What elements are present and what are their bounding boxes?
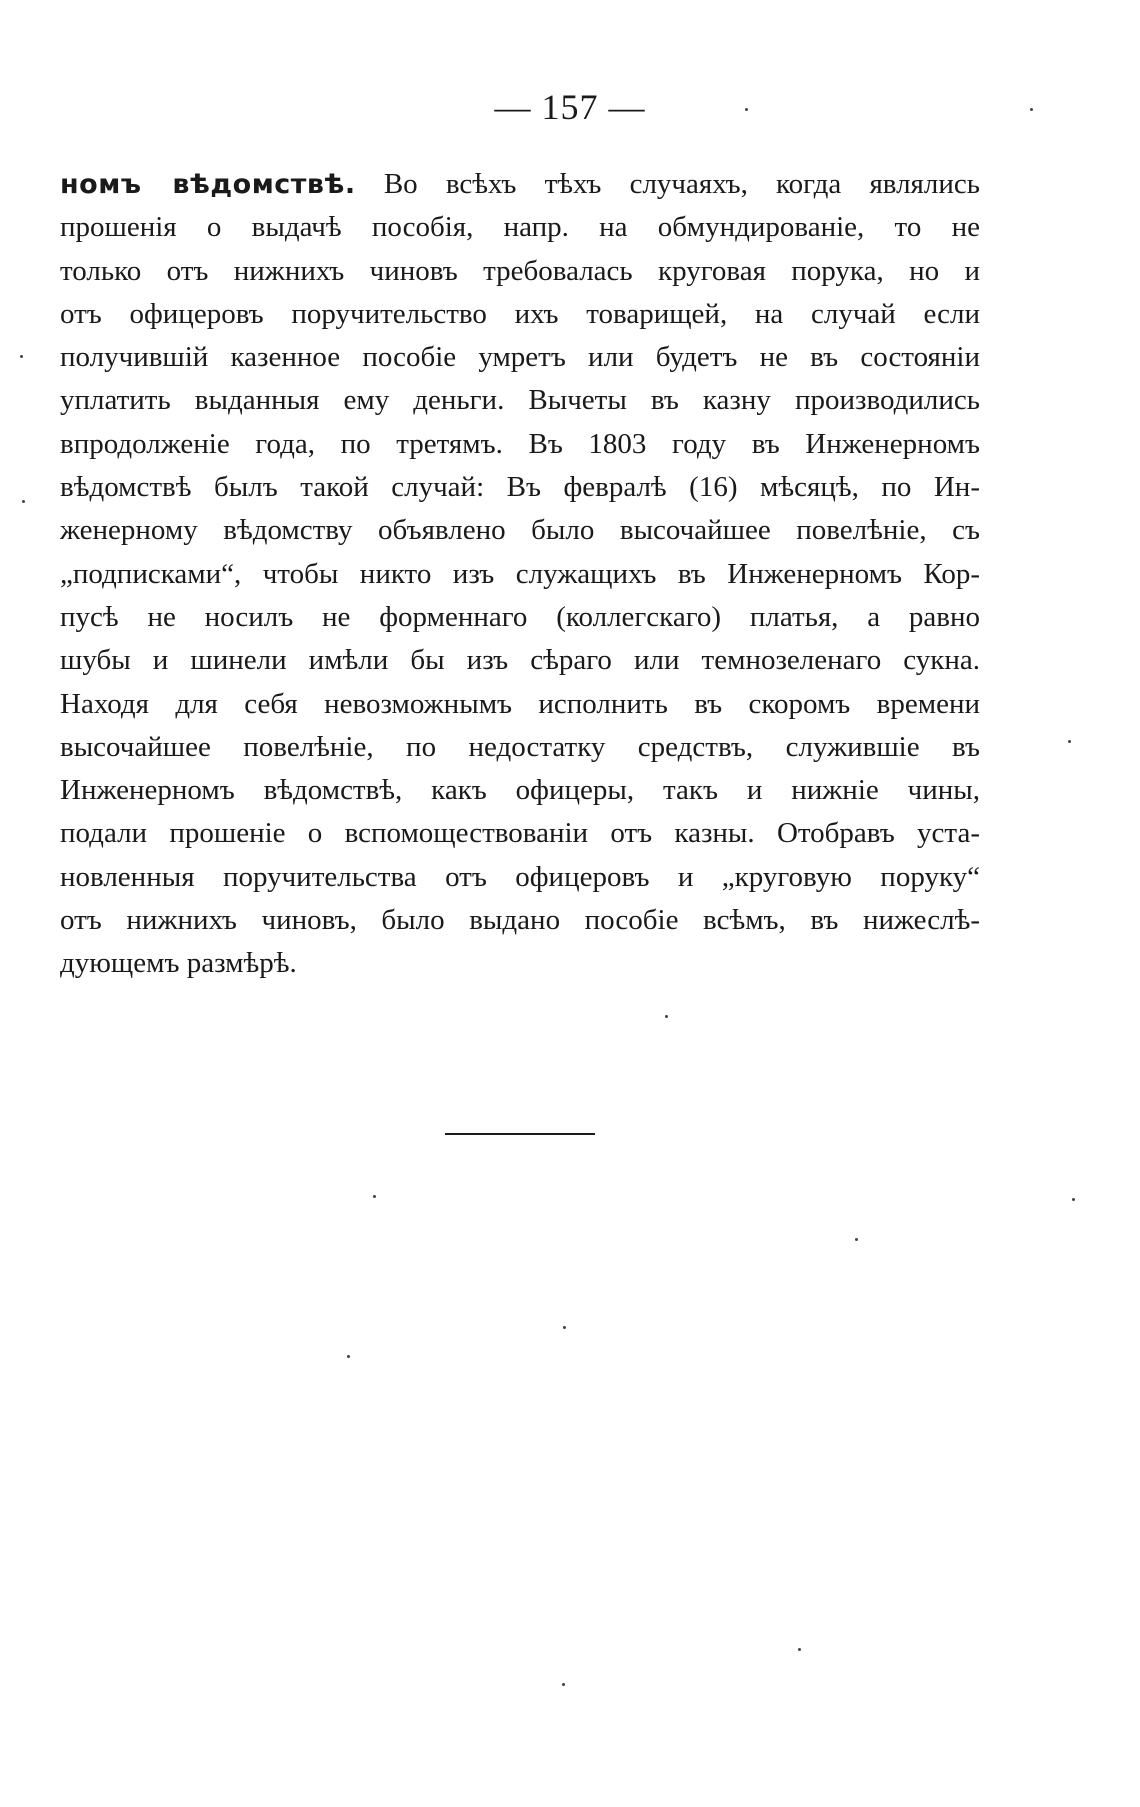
scan-speck — [22, 500, 25, 503]
body-text — [60, 163, 980, 986]
text-line-1-rest: Во всѣхъ тѣхъ случаяхъ, когда являлись — [355, 168, 980, 200]
text-line-14: высочайшее повелѣніе, по недостатку средствъ, служившіе въ — [60, 730, 980, 763]
section-divider — [445, 1133, 595, 1135]
scan-speck — [347, 1355, 350, 1358]
scan-speck — [20, 355, 23, 358]
scan-speck — [798, 1648, 801, 1651]
text-line-16: подали прошеніе о вспомоществованіи отъ казны. Отобравъ уста- — [60, 817, 980, 850]
text-line-11: пусѣ не носилъ не форменнаго (коллегскаго) платья, а равно — [60, 600, 980, 633]
scan-speck — [1030, 108, 1033, 111]
scan-speck — [1072, 1198, 1075, 1201]
scan-speck — [745, 108, 748, 111]
text-line-1 — [60, 163, 980, 206]
text-line-7: впродолженіе года, по третямъ. Въ 1803 году въ Инженерномъ — [60, 427, 980, 460]
text-line-5: получившій казенное пособіе умретъ или будетъ не въ состояніи — [60, 341, 980, 374]
scan-speck — [855, 1238, 858, 1241]
text-line-9: женерному вѣдомству объявлено было высочайшее повелѣніе, съ — [60, 514, 980, 547]
text-line-13: Находя для себя невозможнымъ исполнить въ скоромъ времени — [60, 687, 980, 720]
text-line-19: дующемъ размѣрѣ. — [60, 947, 297, 980]
lead-bold-text: номъ вѣдомствѣ. — [60, 169, 356, 200]
text-line-3: только отъ нижнихъ чиновъ требовалась круговая порука, но и — [60, 254, 980, 287]
text-line-4: отъ офицеровъ поручительство ихъ товарищей, на случай если — [60, 297, 980, 330]
text-line-6: уплатить выданныя ему деньги. Вычеты въ казну производились — [60, 384, 980, 417]
text-line-15: Инженерномъ вѣдомствѣ, какъ офицеры, такъ и нижніе чины, — [60, 774, 980, 807]
text-line-12: шубы и шинели имѣли бы изъ сѣраго или темнозеленаго сукна. — [60, 644, 980, 677]
page-number: — 157 — — [494, 87, 646, 127]
text-line-2: прошенія о выдачѣ пособія, напр. на обмундированіе, то не — [60, 211, 980, 244]
text-line-17: новленныя поручительства отъ офицеровъ и „круговую поруку“ — [60, 860, 980, 893]
scan-speck — [563, 1326, 566, 1329]
scan-speck — [373, 1195, 376, 1198]
scan-speck — [1068, 740, 1071, 743]
scan-speck — [665, 1015, 668, 1018]
text-line-10: „подписками“, чтобы никто изъ служащихъ въ Инженерномъ Кор- — [60, 557, 980, 590]
scan-speck — [562, 1683, 565, 1686]
text-line-18: отъ нижнихъ чиновъ, было выдано пособіе всѣмъ, въ нижеслѣ- — [60, 904, 980, 937]
text-line-8: вѣдомствѣ былъ такой случай: Въ февралѣ (16) мѣсяцѣ, по Ин- — [60, 471, 980, 504]
